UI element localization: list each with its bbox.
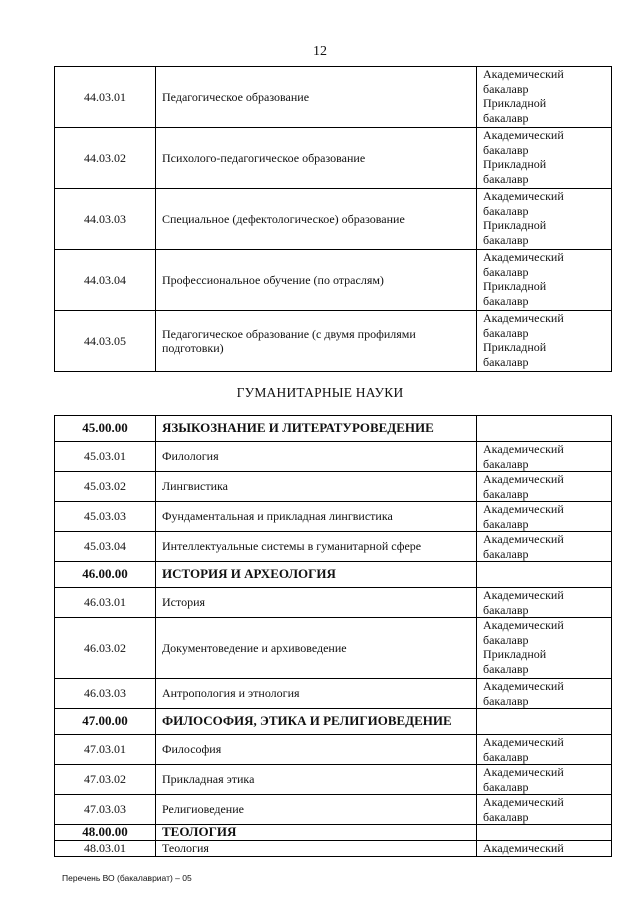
table-row <box>55 735 612 765</box>
degree-line: Прикладной <box>483 340 547 354</box>
degree-line: бакалавр <box>483 354 529 369</box>
degree-line: Академический <box>483 250 564 264</box>
degree-cell <box>477 416 612 442</box>
code-cell: 47.03.03 <box>55 795 156 825</box>
name-cell: ТЕОЛОГИЯ <box>156 825 477 841</box>
degree-cell <box>477 825 612 841</box>
specialties-table-education <box>54 66 612 372</box>
degree-cell <box>477 67 612 128</box>
degree-cell <box>477 765 612 795</box>
degree-cell <box>477 841 612 857</box>
degree-cell <box>477 502 612 532</box>
code-cell: 45.03.01 <box>55 442 156 472</box>
degree-line: бакалавр <box>483 693 529 708</box>
name-cell: Профессиональное обучение (по отраслям) <box>156 250 477 311</box>
degree-line: бакалавр <box>483 232 529 247</box>
degree-line: бакалавр <box>483 779 529 794</box>
group-header-row <box>55 709 612 735</box>
section-title: ГУМАНИТАРНЫЕ НАУКИ <box>236 385 404 400</box>
degree-line: Академический <box>483 128 564 142</box>
name-cell: Специальное (дефектологическое) образование <box>156 189 477 250</box>
degree-line: Академический <box>483 679 564 693</box>
name-cell: Теология <box>156 841 477 857</box>
table-row <box>55 67 612 128</box>
group-header-row <box>55 416 612 442</box>
specialties-table-humanities <box>54 415 612 857</box>
degree-cell <box>477 709 612 735</box>
name-cell: ЯЗЫКОЗНАНИЕ И ЛИТЕРАТУРОВЕДЕНИЕ <box>156 416 477 442</box>
table-row <box>55 765 612 795</box>
code-cell: 46.03.01 <box>55 588 156 618</box>
name-cell: Документоведение и архивоведение <box>156 618 477 679</box>
table-row <box>55 841 612 857</box>
degree-cell <box>477 311 612 372</box>
code-cell: 46.03.02 <box>55 618 156 679</box>
degree-cell <box>477 679 612 709</box>
group-header-row <box>55 825 612 841</box>
degree-line: Академический <box>483 67 564 81</box>
code-cell: 44.03.03 <box>55 189 156 250</box>
degree-line: бакалавр <box>483 264 529 279</box>
degree-cell <box>477 442 612 472</box>
degree-cell <box>477 128 612 189</box>
code-cell: 47.03.01 <box>55 735 156 765</box>
degree-cell <box>477 189 612 250</box>
degree-line: бакалавр <box>483 203 529 218</box>
degree-line: бакалавр <box>483 486 529 501</box>
code-cell: 44.03.02 <box>55 128 156 189</box>
code-cell: 44.03.01 <box>55 67 156 128</box>
name-cell: Психолого-педагогическое образование <box>156 128 477 189</box>
name-cell: История <box>156 588 477 618</box>
degree-line: бакалавр <box>483 661 529 676</box>
name-cell: Педагогическое образование (с двумя профилями подготовки) <box>156 311 477 372</box>
table-row <box>55 250 612 311</box>
name-cell: Религиоведение <box>156 795 477 825</box>
code-cell: 44.03.05 <box>55 311 156 372</box>
degree-line: Академический <box>483 502 564 516</box>
degree-line: бакалавр <box>483 546 529 561</box>
table-row <box>55 618 612 679</box>
code-cell: 48.00.00 <box>55 825 156 841</box>
degree-line: Академический <box>483 765 564 779</box>
code-cell: 47.00.00 <box>55 709 156 735</box>
degree-line: бакалавр <box>483 81 529 96</box>
degree-line: Прикладной <box>483 647 547 661</box>
code-cell: 47.03.02 <box>55 765 156 795</box>
code-cell: 45.03.02 <box>55 472 156 502</box>
footer-note: Перечень ВО (бакалавриат) – 05 <box>62 873 192 883</box>
degree-line: бакалавр <box>483 142 529 157</box>
degree-line: бакалавр <box>483 602 529 617</box>
name-cell: Фундаментальная и прикладная лингвистика <box>156 502 477 532</box>
degree-line: бакалавр <box>483 632 529 647</box>
table-row <box>55 502 612 532</box>
degree-line: Прикладной <box>483 279 547 293</box>
degree-cell <box>477 562 612 588</box>
degree-line: Прикладной <box>483 96 547 110</box>
degree-line: бакалавр <box>483 293 529 308</box>
name-cell: Прикладная этика <box>156 765 477 795</box>
degree-line: бакалавр <box>483 325 529 340</box>
degree-line: Академический <box>483 472 564 486</box>
degree-cell <box>477 735 612 765</box>
degree-line: Прикладной <box>483 157 547 171</box>
table-row <box>55 128 612 189</box>
code-cell: 45.03.03 <box>55 502 156 532</box>
degree-line: Прикладной <box>483 218 547 232</box>
degree-line: Академический <box>483 442 564 456</box>
name-cell: ФИЛОСОФИЯ, ЭТИКА И РЕЛИГИОВЕДЕНИЕ <box>156 709 477 735</box>
name-cell: ИСТОРИЯ И АРХЕОЛОГИЯ <box>156 562 477 588</box>
code-cell: 44.03.04 <box>55 250 156 311</box>
degree-cell <box>477 618 612 679</box>
degree-line: бакалавр <box>483 171 529 186</box>
name-cell: Лингвистика <box>156 472 477 502</box>
table-row <box>55 472 612 502</box>
table-row <box>55 532 612 562</box>
degree-line: бакалавр <box>483 110 529 125</box>
degree-line: Академический <box>483 311 564 325</box>
table-row <box>55 588 612 618</box>
degree-line: бакалавр <box>483 516 529 531</box>
name-cell: Антропология и этнология <box>156 679 477 709</box>
degree-line: Академический <box>483 841 564 855</box>
degree-line: Академический <box>483 588 564 602</box>
table-row <box>55 189 612 250</box>
table-row <box>55 795 612 825</box>
degree-cell <box>477 532 612 562</box>
degree-line: бакалавр <box>483 749 529 764</box>
name-cell: Философия <box>156 735 477 765</box>
degree-line: бакалавр <box>483 809 529 824</box>
table-row <box>55 679 612 709</box>
degree-line: бакалавр <box>483 456 529 471</box>
degree-line: Академический <box>483 795 564 809</box>
degree-cell <box>477 588 612 618</box>
group-header-row <box>55 562 612 588</box>
degree-line: Академический <box>483 618 564 632</box>
degree-cell <box>477 250 612 311</box>
name-cell: Филология <box>156 442 477 472</box>
page-number: 12 <box>313 44 327 59</box>
degree-line: Академический <box>483 532 564 546</box>
code-cell: 45.03.04 <box>55 532 156 562</box>
name-cell: Педагогическое образование <box>156 67 477 128</box>
degree-line: Академический <box>483 189 564 203</box>
table-row <box>55 442 612 472</box>
name-cell: Интеллектуальные системы в гуманитарной сфере <box>156 532 477 562</box>
degree-cell <box>477 795 612 825</box>
code-cell: 46.00.00 <box>55 562 156 588</box>
code-cell: 45.00.00 <box>55 416 156 442</box>
degree-line: Академический <box>483 735 564 749</box>
degree-cell <box>477 472 612 502</box>
code-cell: 46.03.03 <box>55 679 156 709</box>
code-cell: 48.03.01 <box>55 841 156 857</box>
table-row <box>55 311 612 372</box>
